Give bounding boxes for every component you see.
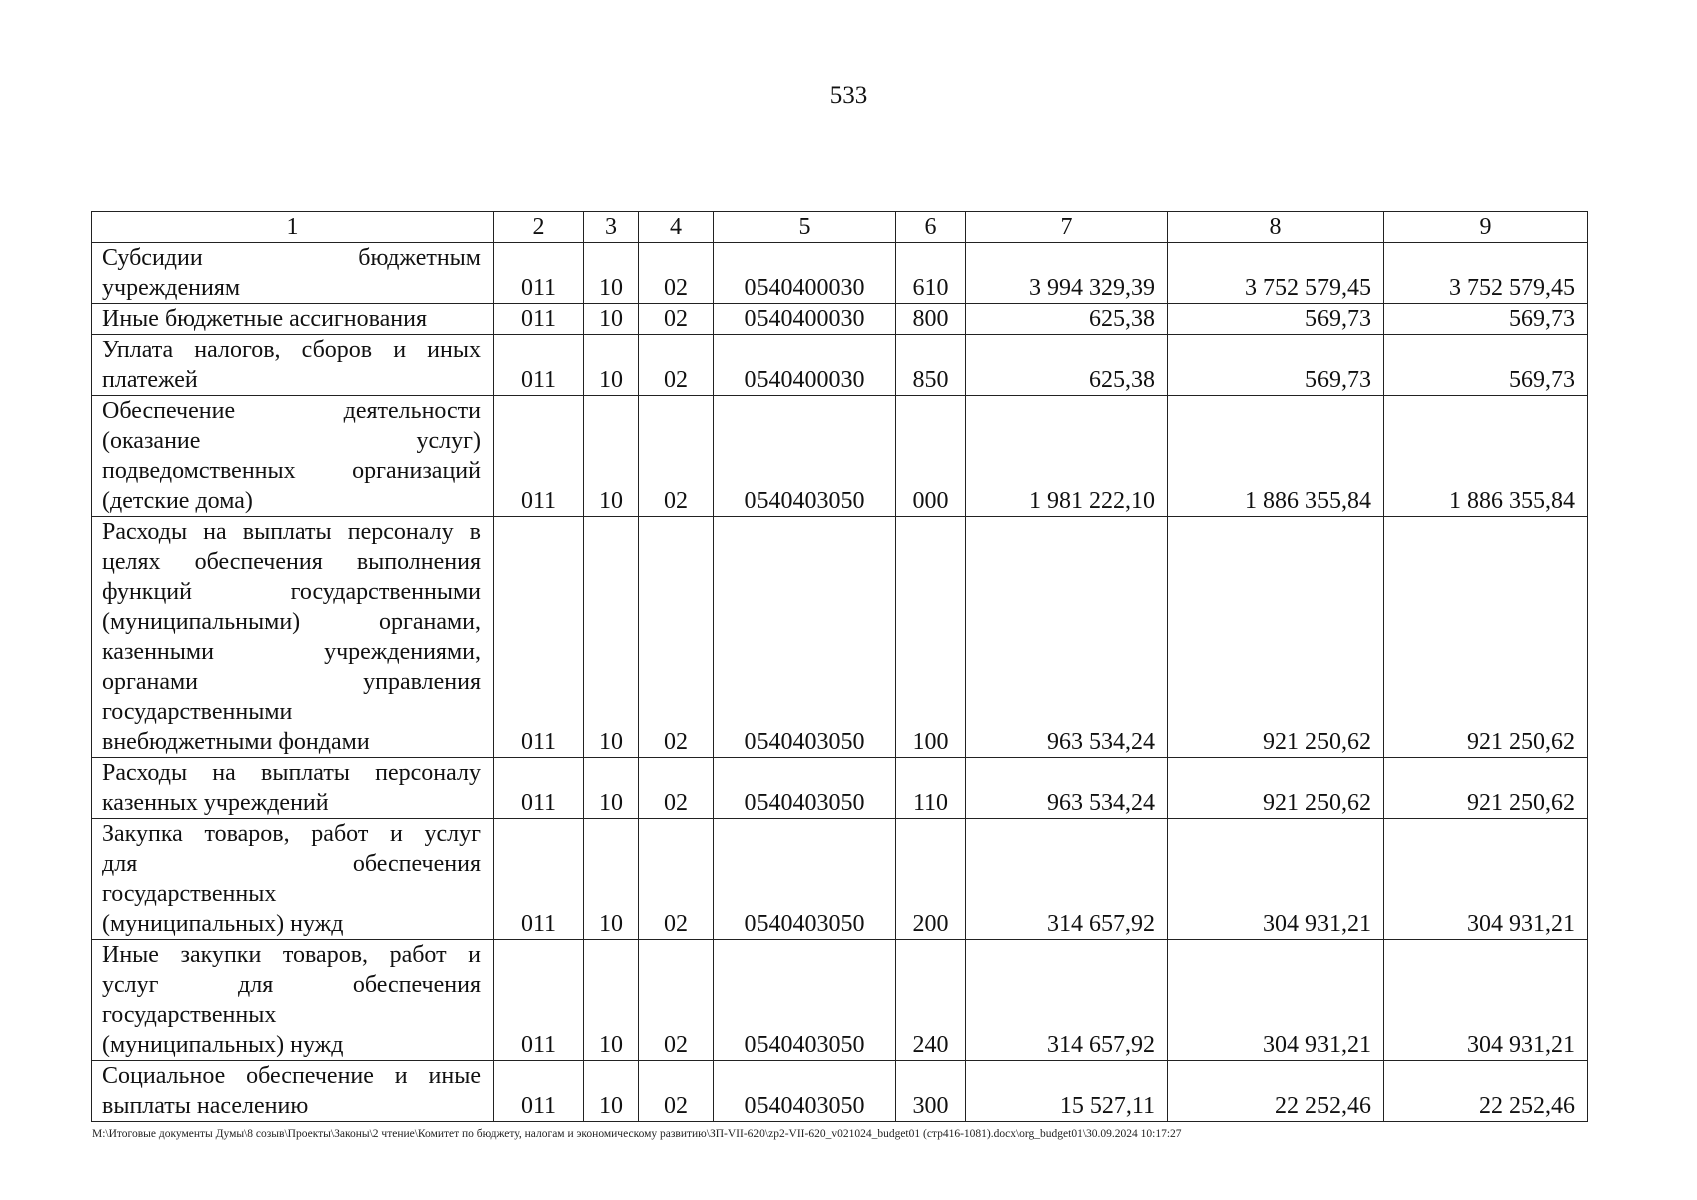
subsection-cell: 02 xyxy=(639,1061,714,1122)
amount-cell: 1 886 355,84 xyxy=(1384,396,1588,517)
code-cell: 011 xyxy=(494,335,584,396)
description-line: (муниципальных) нужд xyxy=(102,911,344,937)
description-cell xyxy=(92,758,494,819)
code-cell: 011 xyxy=(494,517,584,758)
description-cell xyxy=(92,940,494,1061)
amount-cell: 3 994 329,39 xyxy=(966,243,1168,304)
code-cell: 011 xyxy=(494,1061,584,1122)
expense-type-cell: 240 xyxy=(896,940,966,1061)
header-cell: 4 xyxy=(639,212,714,243)
target-article-cell: 0540403050 xyxy=(714,819,896,940)
amount-cell: 1 981 222,10 xyxy=(966,396,1168,517)
subsection-cell: 02 xyxy=(639,940,714,1061)
amount-cell: 304 931,21 xyxy=(1168,819,1384,940)
table-row xyxy=(92,335,1588,396)
amount-cell: 314 657,92 xyxy=(966,819,1168,940)
table-row xyxy=(92,819,1588,940)
description-cell xyxy=(92,819,494,940)
header-cell: 7 xyxy=(966,212,1168,243)
amount-cell: 1 886 355,84 xyxy=(1168,396,1384,517)
code-cell: 011 xyxy=(494,396,584,517)
section-cell: 10 xyxy=(584,819,639,940)
table-row xyxy=(92,243,1588,304)
subsection-cell: 02 xyxy=(639,396,714,517)
description-line: Закупка товаров, работ и услуг xyxy=(102,821,481,847)
table-row xyxy=(92,940,1588,1061)
description-cell xyxy=(92,1061,494,1122)
section-cell: 10 xyxy=(584,517,639,758)
amount-cell: 304 931,21 xyxy=(1384,819,1588,940)
amount-cell: 15 527,11 xyxy=(966,1061,1168,1122)
description-line: внебюджетными фондами xyxy=(102,729,370,755)
file-path-footer: M:\Итоговые документы Думы\8 созыв\Проекты\Законы\2 чтение\Комитет по бюджету, налогам и экономическому развитию\ЗП-VII-620\zp2-VII-620_v021024_budget01 (стр416-1081).docx\org_budget01\30.09.2024 10:17:27 xyxy=(92,1128,1182,1140)
description-line: Социальное обеспечение и иные xyxy=(102,1063,481,1089)
expense-type-cell: 850 xyxy=(896,335,966,396)
amount-cell: 569,73 xyxy=(1384,304,1588,335)
amount-cell: 3 752 579,45 xyxy=(1384,243,1588,304)
amount-cell: 963 534,24 xyxy=(966,758,1168,819)
table-row xyxy=(92,758,1588,819)
target-article-cell: 0540403050 xyxy=(714,758,896,819)
header-cell: 3 xyxy=(584,212,639,243)
target-article-cell: 0540400030 xyxy=(714,335,896,396)
description-line: подведомственных организаций xyxy=(102,458,481,484)
description-cell xyxy=(92,243,494,304)
description-line: Субсидии бюджетным xyxy=(102,245,481,271)
code-cell: 011 xyxy=(494,819,584,940)
expense-type-cell: 300 xyxy=(896,1061,966,1122)
table-header-row xyxy=(92,212,1588,243)
description-line: государственных xyxy=(102,881,277,907)
description-line: Обеспечение деятельности xyxy=(102,398,481,424)
table-row xyxy=(92,396,1588,517)
description-cell xyxy=(92,335,494,396)
description-line: государственными xyxy=(102,699,293,725)
subsection-cell: 02 xyxy=(639,335,714,396)
amount-cell: 569,73 xyxy=(1384,335,1588,396)
description-line: функций государственными xyxy=(102,579,481,605)
subsection-cell: 02 xyxy=(639,304,714,335)
target-article-cell: 0540403050 xyxy=(714,940,896,1061)
description-cell xyxy=(92,304,494,335)
description-cell xyxy=(92,517,494,758)
description-line: Расходы на выплаты персоналу в xyxy=(102,519,481,545)
header-cell: 8 xyxy=(1168,212,1384,243)
subsection-cell: 02 xyxy=(639,758,714,819)
description-line: целях обеспечения выполнения xyxy=(102,549,481,575)
table-row xyxy=(92,304,1588,335)
section-cell: 10 xyxy=(584,1061,639,1122)
subsection-cell: 02 xyxy=(639,243,714,304)
section-cell: 10 xyxy=(584,335,639,396)
header-cell: 2 xyxy=(494,212,584,243)
description-line: казенными учреждениями, xyxy=(102,639,481,665)
expense-type-cell: 800 xyxy=(896,304,966,335)
amount-cell: 921 250,62 xyxy=(1168,517,1384,758)
description-line: для обеспечения xyxy=(102,851,481,877)
description-line: Уплата налогов, сборов и иных xyxy=(102,337,481,363)
header-cell: 1 xyxy=(92,212,494,243)
header-cell: 5 xyxy=(714,212,896,243)
page-number: 533 xyxy=(829,82,868,109)
expense-type-cell: 000 xyxy=(896,396,966,517)
amount-cell: 921 250,62 xyxy=(1168,758,1384,819)
section-cell: 10 xyxy=(584,304,639,335)
expense-type-cell: 200 xyxy=(896,819,966,940)
amount-cell: 3 752 579,45 xyxy=(1168,243,1384,304)
amount-cell: 625,38 xyxy=(966,335,1168,396)
amount-cell: 963 534,24 xyxy=(966,517,1168,758)
description-cell xyxy=(92,396,494,517)
section-cell: 10 xyxy=(584,940,639,1061)
amount-cell: 921 250,62 xyxy=(1384,758,1588,819)
description-line: (муниципальных) нужд xyxy=(102,1032,344,1058)
amount-cell: 304 931,21 xyxy=(1168,940,1384,1061)
amount-cell: 921 250,62 xyxy=(1384,517,1588,758)
code-cell: 011 xyxy=(494,243,584,304)
amount-cell: 22 252,46 xyxy=(1384,1061,1588,1122)
description-line: Иные бюджетные ассигнования xyxy=(102,306,427,332)
description-line: государственных xyxy=(102,1002,277,1028)
amount-cell: 304 931,21 xyxy=(1384,940,1588,1061)
description-line: (детские дома) xyxy=(102,488,253,514)
section-cell: 10 xyxy=(584,243,639,304)
expense-type-cell: 100 xyxy=(896,517,966,758)
description-line: Расходы на выплаты персоналу xyxy=(102,760,481,786)
budget-table xyxy=(91,211,1588,1122)
description-line: (оказание услуг) xyxy=(102,428,481,454)
expense-type-cell: 610 xyxy=(896,243,966,304)
table-row xyxy=(92,517,1588,758)
table-row xyxy=(92,1061,1588,1122)
amount-cell: 569,73 xyxy=(1168,304,1384,335)
target-article-cell: 0540400030 xyxy=(714,243,896,304)
header-cell: 6 xyxy=(896,212,966,243)
target-article-cell: 0540403050 xyxy=(714,1061,896,1122)
description-line: органами управления xyxy=(102,669,481,695)
description-line: (муниципальными) органами, xyxy=(102,609,481,635)
amount-cell: 569,73 xyxy=(1168,335,1384,396)
target-article-cell: 0540403050 xyxy=(714,396,896,517)
target-article-cell: 0540400030 xyxy=(714,304,896,335)
amount-cell: 314 657,92 xyxy=(966,940,1168,1061)
description-line: платежей xyxy=(102,367,198,393)
expense-type-cell: 110 xyxy=(896,758,966,819)
code-cell: 011 xyxy=(494,758,584,819)
description-line: услуг для обеспечения xyxy=(102,972,481,998)
subsection-cell: 02 xyxy=(639,819,714,940)
description-line: Иные закупки товаров, работ и xyxy=(102,942,481,968)
section-cell: 10 xyxy=(584,396,639,517)
code-cell: 011 xyxy=(494,304,584,335)
description-line: выплаты населению xyxy=(102,1093,309,1119)
section-cell: 10 xyxy=(584,758,639,819)
target-article-cell: 0540403050 xyxy=(714,517,896,758)
code-cell: 011 xyxy=(494,940,584,1061)
header-cell: 9 xyxy=(1384,212,1588,243)
amount-cell: 625,38 xyxy=(966,304,1168,335)
amount-cell: 22 252,46 xyxy=(1168,1061,1384,1122)
subsection-cell: 02 xyxy=(639,517,714,758)
description-line: учреждениям xyxy=(102,275,241,301)
description-line: казенных учреждений xyxy=(102,790,329,816)
